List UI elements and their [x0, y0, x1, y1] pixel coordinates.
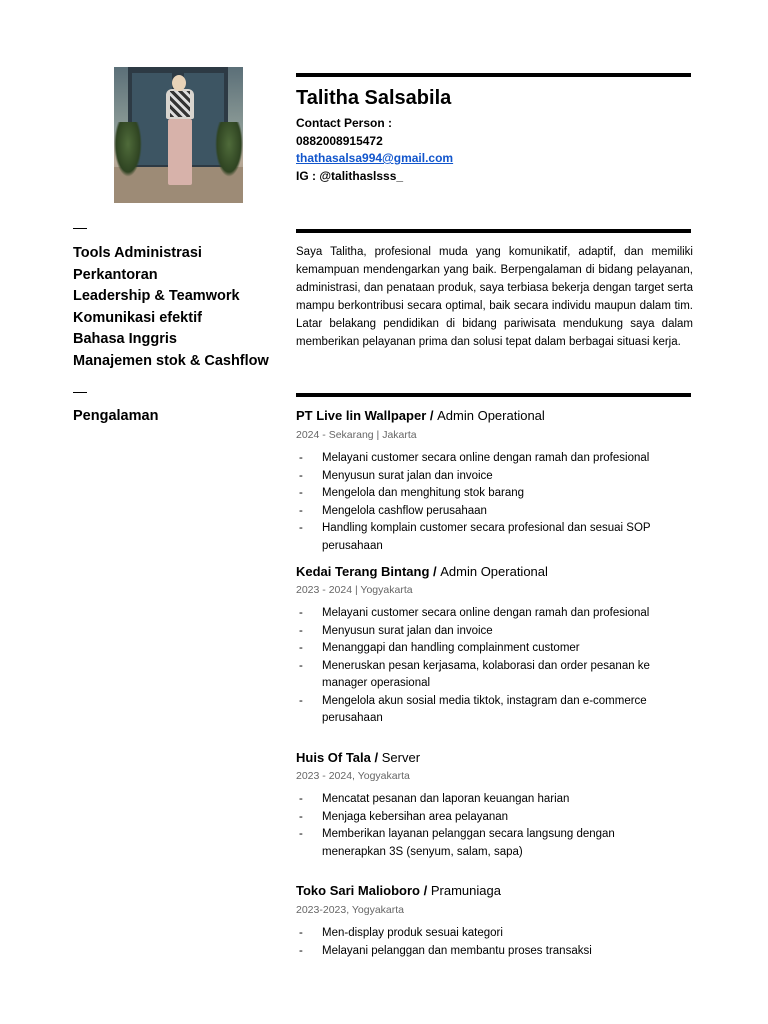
photo-person-legs	[168, 119, 192, 185]
job-separator: /	[420, 883, 431, 898]
list-item	[296, 943, 696, 961]
list-item	[296, 450, 696, 468]
bullet-text: Memberikan layanan pelanggan secara langsung dengan menerapkan 3S (senyum, salam, sapa)	[322, 828, 615, 858]
list-item	[296, 503, 696, 521]
job-separator: /	[426, 408, 438, 423]
job-role: Admin Operational	[437, 408, 545, 423]
bullet-marker: -	[299, 624, 303, 637]
bullet-text: Menjaga kebersihan area pelayanan	[322, 810, 509, 823]
list-item	[296, 468, 696, 486]
bullet-marker: -	[299, 810, 303, 823]
list-item	[296, 605, 696, 623]
bullet-text: Handling komplain customer secara profesional dan sesuai SOP perusahaan	[322, 522, 651, 552]
skill-item: Manajemen stok & Cashflow	[73, 352, 269, 369]
job-meta: 2023 - 2024 | Yogyakarta	[296, 584, 413, 596]
bullet-text: Mengelola dan menghitung stok barang	[322, 487, 525, 499]
job-meta: 2024 - Sekarang | Jakarta	[296, 429, 417, 441]
bullet-marker: -	[299, 927, 303, 939]
person-name: Talitha Salsabila	[296, 87, 452, 109]
skill-item: Komunikasi efektif	[73, 309, 202, 326]
bullet-text: Melayani customer secara online dengan ramah dan profesional	[322, 607, 650, 619]
bullet-marker: -	[299, 607, 303, 619]
job-meta: 2023 - 2024, Yogyakarta	[296, 770, 410, 782]
list-item	[296, 791, 696, 809]
list-item	[296, 658, 697, 693]
bullet-marker: -	[299, 504, 303, 517]
job-title	[296, 750, 420, 765]
bullet-marker: -	[299, 642, 303, 654]
bullet-text: Mencatat pesanan dan laporan keuangan harian	[322, 793, 570, 805]
job-bullets	[296, 450, 696, 555]
bullet-text: Melayani pelanggan dan membantu proses transaksi	[322, 944, 592, 957]
photo-plant-right	[215, 122, 243, 177]
job-bullets	[296, 925, 696, 960]
job-separator: /	[429, 564, 441, 579]
skill-item: Bahasa Inggris	[73, 331, 177, 347]
skill-item: Leadership & Teamwork	[73, 288, 240, 304]
bullet-marker: -	[299, 828, 303, 840]
list-item	[296, 693, 697, 728]
list-item	[296, 826, 677, 861]
skill-item: Tools Administrasi	[73, 245, 202, 261]
bullet-marker: -	[299, 659, 303, 672]
contact-label: Contact Person :	[296, 116, 393, 130]
bullet-text: Melayani customer secara online dengan ramah dan profesional	[322, 452, 650, 464]
job-company: Huis Of Tala	[296, 750, 371, 765]
photo-plant-left	[114, 122, 142, 177]
job-role: Pramuniaga	[430, 883, 501, 898]
bullet-marker: -	[299, 522, 303, 534]
bullet-text: Menyusun surat jalan dan invoice	[322, 469, 493, 482]
bullet-marker: -	[299, 469, 303, 482]
experience-heading: Pengalaman	[73, 408, 159, 424]
experience-dash	[73, 392, 87, 393]
job-title	[296, 564, 548, 579]
bullet-marker: -	[299, 944, 303, 957]
list-item	[296, 925, 696, 943]
job-company: Toko Sari Malioboro	[296, 883, 420, 898]
job-title	[296, 883, 501, 898]
photo-person-vest	[170, 91, 190, 117]
photo-person-head	[172, 75, 186, 91]
bullet-text: Mengelola akun sosial media tiktok, instagram dan e-commerce perusahaan	[322, 694, 647, 724]
list-item	[296, 623, 696, 641]
list-item	[296, 640, 696, 658]
bullet-marker: -	[299, 694, 303, 707]
profile-photo	[114, 67, 243, 203]
job-company: PT Live lin Wallpaper	[296, 408, 427, 423]
skills-dash	[73, 228, 87, 229]
contact-instagram: IG : @talithaslsss_	[296, 169, 404, 183]
bullet-text: Meneruskan pesan kerjasama, kolaborasi dan order pesanan ke manager operasional	[322, 659, 650, 689]
bullet-text: Men-display produk sesuai kategori	[322, 927, 503, 939]
skills-list	[73, 243, 269, 372]
list-item	[296, 485, 696, 503]
header-rule-experience	[296, 393, 691, 397]
bullet-marker: -	[299, 452, 303, 464]
list-item	[296, 520, 697, 555]
skill-item: Perkantoran	[73, 266, 158, 283]
job-role: Admin Operational	[440, 564, 548, 579]
header-rule-summary	[296, 229, 691, 233]
job-role: Server	[381, 750, 421, 765]
job-title	[296, 408, 545, 423]
bullet-text: Menyusun surat jalan dan invoice	[322, 624, 493, 637]
bullet-marker: -	[299, 793, 303, 805]
job-company: Kedai Terang Bintang	[296, 564, 430, 579]
contact-email-link[interactable]: thathasalsa994@gmail.com	[296, 151, 454, 165]
job-bullets	[296, 791, 696, 861]
job-separator: /	[370, 750, 382, 765]
job-meta: 2023-2023, Yogyakarta	[296, 904, 405, 916]
profile-summary: Saya Talitha, profesional muda yang komunikatif, adaptif, dan memiliki kemampuan mendengarkan yang baik. Berpengalaman di bidang pelayanan, administrasi, dan penataan produk, saya terbiasa bekerja dengan target serta mampu berkontribusi secara optimal, baik secara individu maupun dalam tim. Latar belakang pendidikan di bidang pariwisata mendukung saya dalam memberikan pelayanan prima dan solusi tepat dalam berbagai situasi kerja.	[296, 246, 693, 348]
bullet-text: Mengelola cashflow perusahaan	[322, 504, 487, 517]
bullet-marker: -	[299, 487, 303, 499]
list-item	[296, 809, 696, 827]
job-bullets	[296, 605, 696, 728]
contact-phone: 0882008915472	[296, 134, 383, 148]
header-rule-top	[296, 73, 691, 77]
bullet-text: Menanggapi dan handling complainment customer	[322, 642, 580, 654]
